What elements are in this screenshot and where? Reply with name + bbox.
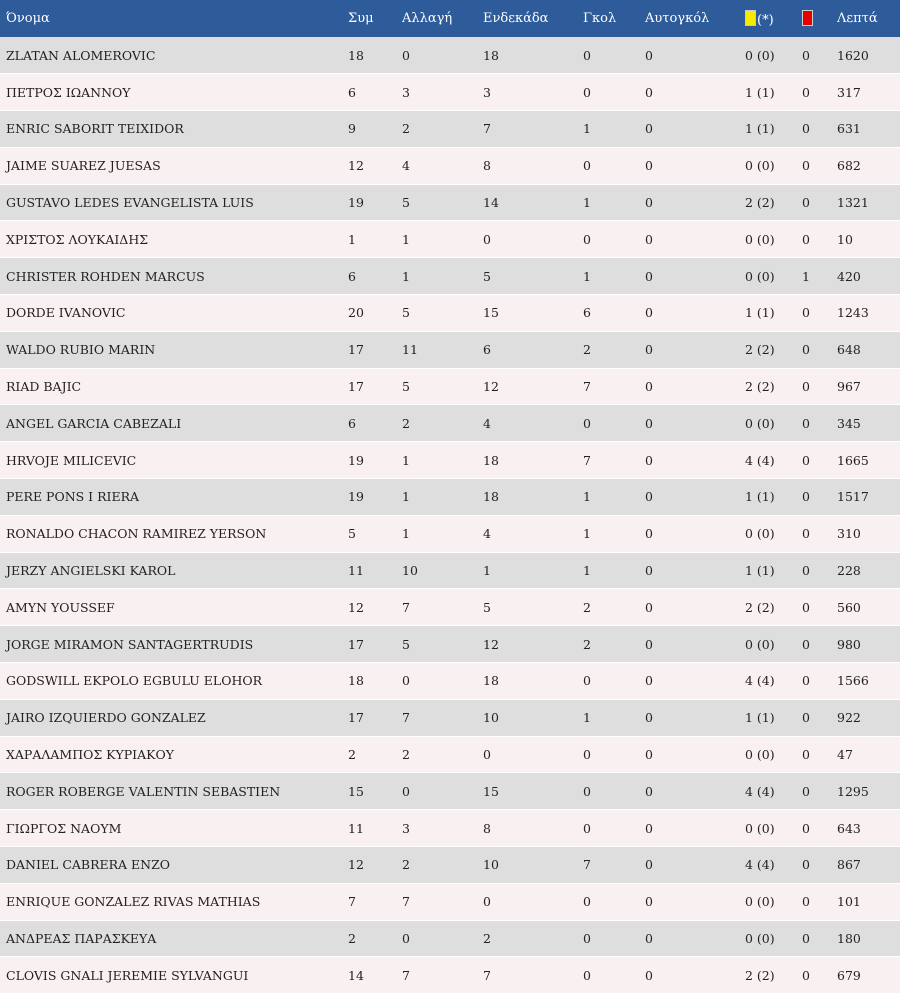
yellow-cards-cell: 1 (1) xyxy=(739,74,796,111)
player-name-cell[interactable]: ΧΡΙΣΤΟΣ ΛΟΥΚΑΙΔΗΣ xyxy=(0,221,342,258)
goals-cell: 0 xyxy=(577,74,639,111)
substitute-cell: 1 xyxy=(396,515,477,552)
table-row xyxy=(0,515,900,552)
appearances-cell: 6 xyxy=(342,405,396,442)
minutes-cell: 967 xyxy=(831,368,900,405)
appearances-cell: 5 xyxy=(342,515,396,552)
minutes-cell: 648 xyxy=(831,331,900,368)
table-row xyxy=(0,442,900,479)
player-name-cell[interactable]: JORGE MIRAMON SANTAGERTRUDIS xyxy=(0,626,342,663)
own-goals-cell: 0 xyxy=(639,184,739,221)
goals-cell: 1 xyxy=(577,111,639,148)
red-cards-cell: 0 xyxy=(796,663,831,700)
starting-cell: 0 xyxy=(477,221,577,258)
player-name-cell[interactable]: PERE PONS I RIERA xyxy=(0,479,342,516)
table-row xyxy=(0,184,900,221)
own-goals-cell: 0 xyxy=(639,736,739,773)
table-row xyxy=(0,405,900,442)
yellow-cards-cell: 2 (2) xyxy=(739,957,796,994)
substitute-cell: 5 xyxy=(396,626,477,663)
yellow-cards-cell: 1 (1) xyxy=(739,295,796,332)
goals-cell: 1 xyxy=(577,515,639,552)
substitute-cell: 1 xyxy=(396,442,477,479)
goals-cell: 0 xyxy=(577,957,639,994)
starting-cell: 7 xyxy=(477,957,577,994)
player-name-cell[interactable]: ROGER ROBERGE VALENTIN SEBASTIEN xyxy=(0,773,342,810)
goals-cell: 7 xyxy=(577,368,639,405)
starting-cell: 15 xyxy=(477,773,577,810)
yellow-cards-cell: 2 (2) xyxy=(739,331,796,368)
starting-cell: 4 xyxy=(477,405,577,442)
header-red-cards[interactable] xyxy=(796,0,831,37)
red-cards-cell: 0 xyxy=(796,184,831,221)
minutes-cell: 345 xyxy=(831,405,900,442)
appearances-cell: 2 xyxy=(342,736,396,773)
substitute-cell: 11 xyxy=(396,331,477,368)
table-header-row xyxy=(0,0,900,37)
substitute-cell: 0 xyxy=(396,773,477,810)
red-cards-cell: 0 xyxy=(796,773,831,810)
player-name-cell[interactable]: JERZY ANGIELSKI KAROL xyxy=(0,552,342,589)
starting-cell: 2 xyxy=(477,920,577,957)
yellow-cards-cell: 2 (2) xyxy=(739,184,796,221)
table-row xyxy=(0,663,900,700)
minutes-cell: 1566 xyxy=(831,663,900,700)
red-cards-cell: 0 xyxy=(796,552,831,589)
substitute-cell: 1 xyxy=(396,258,477,295)
yellow-cards-cell: 0 (0) xyxy=(739,221,796,258)
own-goals-cell: 0 xyxy=(639,295,739,332)
minutes-cell: 310 xyxy=(831,515,900,552)
goals-cell: 0 xyxy=(577,37,639,74)
yellow-cards-cell: 0 (0) xyxy=(739,736,796,773)
substitute-cell: 3 xyxy=(396,810,477,847)
red-cards-cell: 0 xyxy=(796,515,831,552)
own-goals-cell: 0 xyxy=(639,552,739,589)
appearances-cell: 12 xyxy=(342,847,396,884)
player-name-cell[interactable]: ENRIC SABORIT TEIXIDOR xyxy=(0,111,342,148)
own-goals-cell: 0 xyxy=(639,111,739,148)
table-row xyxy=(0,920,900,957)
goals-cell: 0 xyxy=(577,147,639,184)
appearances-cell: 11 xyxy=(342,810,396,847)
minutes-cell: 1321 xyxy=(831,184,900,221)
yellow-cards-cell: 0 (0) xyxy=(739,147,796,184)
player-name-cell[interactable]: DORDE IVANOVIC xyxy=(0,295,342,332)
substitute-cell: 7 xyxy=(396,699,477,736)
yellow-cards-cell: 0 (0) xyxy=(739,883,796,920)
table-row xyxy=(0,479,900,516)
table-row xyxy=(0,883,900,920)
minutes-cell: 679 xyxy=(831,957,900,994)
own-goals-cell: 0 xyxy=(639,479,739,516)
own-goals-cell: 0 xyxy=(639,442,739,479)
red-cards-cell: 0 xyxy=(796,37,831,74)
goals-cell: 0 xyxy=(577,810,639,847)
substitute-cell: 5 xyxy=(396,295,477,332)
red-cards-cell: 0 xyxy=(796,847,831,884)
minutes-cell: 867 xyxy=(831,847,900,884)
goals-cell: 0 xyxy=(577,773,639,810)
appearances-cell: 18 xyxy=(342,663,396,700)
yellow-cards-cell: 1 (1) xyxy=(739,479,796,516)
own-goals-cell: 0 xyxy=(639,699,739,736)
player-name-cell[interactable]: DANIEL CABRERA ENZO xyxy=(0,847,342,884)
red-cards-cell: 0 xyxy=(796,736,831,773)
player-name-cell[interactable]: GODSWILL EKPOLO EGBULU ELOHOR xyxy=(0,663,342,700)
yellow-cards-cell: 1 (1) xyxy=(739,552,796,589)
appearances-cell: 6 xyxy=(342,258,396,295)
yellow-cards-cell: 4 (4) xyxy=(739,663,796,700)
goals-cell: 1 xyxy=(577,258,639,295)
own-goals-cell: 0 xyxy=(639,368,739,405)
appearances-cell: 17 xyxy=(342,626,396,663)
header-appearances[interactable]: Συμ xyxy=(348,11,374,26)
minutes-cell: 228 xyxy=(831,552,900,589)
yellow-cards-cell: 2 (2) xyxy=(739,589,796,626)
substitute-cell: 0 xyxy=(396,663,477,700)
substitute-cell: 3 xyxy=(396,74,477,111)
yellow-cards-cell: 0 (0) xyxy=(739,258,796,295)
starting-cell: 8 xyxy=(477,147,577,184)
starting-cell: 0 xyxy=(477,883,577,920)
own-goals-cell: 0 xyxy=(639,626,739,663)
goals-cell: 2 xyxy=(577,331,639,368)
substitute-cell: 0 xyxy=(396,920,477,957)
red-cards-cell: 0 xyxy=(796,810,831,847)
substitute-cell: 10 xyxy=(396,552,477,589)
appearances-cell: 14 xyxy=(342,957,396,994)
substitute-cell: 2 xyxy=(396,736,477,773)
substitute-cell: 0 xyxy=(396,37,477,74)
own-goals-cell: 0 xyxy=(639,405,739,442)
starting-cell: 0 xyxy=(477,736,577,773)
starting-cell: 18 xyxy=(477,442,577,479)
table-row xyxy=(0,295,900,332)
goals-cell: 1 xyxy=(577,184,639,221)
minutes-cell: 643 xyxy=(831,810,900,847)
minutes-cell: 317 xyxy=(831,74,900,111)
own-goals-cell: 0 xyxy=(639,74,739,111)
goals-cell: 6 xyxy=(577,295,639,332)
yellow-cards-cell: 4 (4) xyxy=(739,847,796,884)
goals-cell: 2 xyxy=(577,589,639,626)
starting-cell: 3 xyxy=(477,74,577,111)
starting-cell: 4 xyxy=(477,515,577,552)
goals-cell: 0 xyxy=(577,221,639,258)
goals-cell: 1 xyxy=(577,552,639,589)
yellow-cards-cell: 2 (2) xyxy=(739,368,796,405)
appearances-cell: 19 xyxy=(342,479,396,516)
table-row xyxy=(0,736,900,773)
red-cards-cell: 0 xyxy=(796,221,831,258)
minutes-cell: 631 xyxy=(831,111,900,148)
starting-cell: 12 xyxy=(477,368,577,405)
yellow-cards-cell: 0 (0) xyxy=(739,37,796,74)
red-cards-cell: 0 xyxy=(796,295,831,332)
substitute-cell: 4 xyxy=(396,147,477,184)
player-name-cell[interactable]: ENRIQUE GONZALEZ RIVAS MATHIAS xyxy=(0,883,342,920)
header-starting[interactable]: Ενδεκάδα xyxy=(483,11,549,26)
yellow-cards-cell: 0 (0) xyxy=(739,405,796,442)
table-row xyxy=(0,552,900,589)
red-cards-cell: 0 xyxy=(796,442,831,479)
goals-cell: 0 xyxy=(577,736,639,773)
header-name[interactable]: Όνομα xyxy=(6,11,50,26)
yellow-cards-cell: 0 (0) xyxy=(739,810,796,847)
yellow-cards-cell: 4 (4) xyxy=(739,773,796,810)
player-name-cell[interactable]: RIAD BAJIC xyxy=(0,368,342,405)
substitute-cell: 7 xyxy=(396,957,477,994)
red-card-icon xyxy=(802,10,813,26)
substitute-cell: 1 xyxy=(396,221,477,258)
table-row xyxy=(0,221,900,258)
starting-cell: 5 xyxy=(477,589,577,626)
starting-cell: 6 xyxy=(477,331,577,368)
yellow-cards-cell: 0 (0) xyxy=(739,515,796,552)
own-goals-cell: 0 xyxy=(639,810,739,847)
starting-cell: 15 xyxy=(477,295,577,332)
starting-cell: 18 xyxy=(477,479,577,516)
player-name-cell[interactable]: ΠΕΤΡΟΣ ΙΩΑΝΝΟΥ xyxy=(0,74,342,111)
table-row xyxy=(0,626,900,663)
red-cards-cell: 0 xyxy=(796,920,831,957)
yellow-cards-cell: 1 (1) xyxy=(739,111,796,148)
substitute-cell: 2 xyxy=(396,847,477,884)
player-name-cell[interactable]: AMYN YOUSSEF xyxy=(0,589,342,626)
starting-cell: 10 xyxy=(477,699,577,736)
substitute-cell: 5 xyxy=(396,368,477,405)
player-name-cell[interactable]: ΓΙΩΡΓΟΣ ΝΑΟΥΜ xyxy=(0,810,342,847)
own-goals-cell: 0 xyxy=(639,883,739,920)
substitute-cell: 1 xyxy=(396,479,477,516)
goals-cell: 1 xyxy=(577,699,639,736)
red-cards-cell: 0 xyxy=(796,626,831,663)
appearances-cell: 19 xyxy=(342,442,396,479)
own-goals-cell: 0 xyxy=(639,847,739,884)
table-row xyxy=(0,810,900,847)
minutes-cell: 560 xyxy=(831,589,900,626)
substitute-cell: 5 xyxy=(396,184,477,221)
yellow-cards-cell: 0 (0) xyxy=(739,920,796,957)
minutes-cell: 180 xyxy=(831,920,900,957)
header-substitute[interactable]: Αλλαγή xyxy=(402,11,453,26)
table-body xyxy=(0,37,900,994)
table-row xyxy=(0,773,900,810)
goals-cell: 0 xyxy=(577,663,639,700)
goals-cell: 0 xyxy=(577,405,639,442)
player-name-cell[interactable]: GUSTAVO LEDES EVANGELISTA LUIS xyxy=(0,184,342,221)
header-own-goals[interactable]: Αυτογκόλ xyxy=(645,11,710,26)
header-yellow-cards[interactable] xyxy=(739,0,796,37)
table-row xyxy=(0,699,900,736)
own-goals-cell: 0 xyxy=(639,515,739,552)
appearances-cell: 17 xyxy=(342,368,396,405)
player-name-cell[interactable]: JAIME SUAREZ JUESAS xyxy=(0,147,342,184)
red-cards-cell: 0 xyxy=(796,405,831,442)
goals-cell: 2 xyxy=(577,626,639,663)
appearances-cell: 6 xyxy=(342,74,396,111)
minutes-cell: 922 xyxy=(831,699,900,736)
own-goals-cell: 0 xyxy=(639,37,739,74)
appearances-cell: 19 xyxy=(342,184,396,221)
own-goals-cell: 0 xyxy=(639,258,739,295)
starting-cell: 1 xyxy=(477,552,577,589)
player-name-cell[interactable]: HRVOJE MILICEVIC xyxy=(0,442,342,479)
table-row xyxy=(0,258,900,295)
appearances-cell: 18 xyxy=(342,37,396,74)
player-name-cell[interactable]: RONALDO CHACON RAMIREZ YERSON xyxy=(0,515,342,552)
player-name-cell[interactable]: JAIRO IZQUIERDO GONZALEZ xyxy=(0,699,342,736)
minutes-cell: 420 xyxy=(831,258,900,295)
minutes-cell: 1517 xyxy=(831,479,900,516)
minutes-cell: 1295 xyxy=(831,773,900,810)
header-goals[interactable]: Γκολ xyxy=(583,11,617,26)
minutes-cell: 10 xyxy=(831,221,900,258)
yellow-cards-cell: 0 (0) xyxy=(739,626,796,663)
yellow-cards-cell: 1 (1) xyxy=(739,699,796,736)
starting-cell: 12 xyxy=(477,626,577,663)
substitute-cell: 2 xyxy=(396,405,477,442)
goals-cell: 0 xyxy=(577,883,639,920)
starting-cell: 7 xyxy=(477,111,577,148)
red-cards-cell: 0 xyxy=(796,479,831,516)
table-row xyxy=(0,147,900,184)
player-name-cell[interactable]: ZLATAN ALOMEROVIC xyxy=(0,37,342,74)
appearances-cell: 11 xyxy=(342,552,396,589)
player-name-cell[interactable]: CLOVIS GNALI JEREMIE SYLVANGUI xyxy=(0,957,342,994)
red-cards-cell: 0 xyxy=(796,589,831,626)
red-cards-cell: 0 xyxy=(796,368,831,405)
minutes-cell: 980 xyxy=(831,626,900,663)
appearances-cell: 7 xyxy=(342,883,396,920)
starting-cell: 18 xyxy=(477,37,577,74)
starting-cell: 14 xyxy=(477,184,577,221)
red-cards-cell: 0 xyxy=(796,74,831,111)
table-row xyxy=(0,847,900,884)
goals-cell: 1 xyxy=(577,479,639,516)
appearances-cell: 20 xyxy=(342,295,396,332)
goals-cell: 0 xyxy=(577,920,639,957)
starting-cell: 10 xyxy=(477,847,577,884)
minutes-cell: 1243 xyxy=(831,295,900,332)
player-name-cell[interactable]: ΑΝΔΡΕΑΣ ΠΑΡΑΣΚΕΥΑ xyxy=(0,920,342,957)
minutes-cell: 101 xyxy=(831,883,900,920)
player-name-cell[interactable]: ΧΑΡΑΛΑΜΠΟΣ ΚΥΡΙΑΚΟΥ xyxy=(0,736,342,773)
own-goals-cell: 0 xyxy=(639,221,739,258)
red-cards-cell: 0 xyxy=(796,883,831,920)
red-cards-cell: 0 xyxy=(796,331,831,368)
appearances-cell: 17 xyxy=(342,699,396,736)
starting-cell: 8 xyxy=(477,810,577,847)
table-row xyxy=(0,331,900,368)
red-cards-cell: 0 xyxy=(796,147,831,184)
own-goals-cell: 0 xyxy=(639,663,739,700)
minutes-cell: 1620 xyxy=(831,37,900,74)
table-row xyxy=(0,37,900,74)
player-name-cell[interactable]: CHRISTER ROHDEN MARCUS xyxy=(0,258,342,295)
substitute-cell: 7 xyxy=(396,883,477,920)
own-goals-cell: 0 xyxy=(639,920,739,957)
goals-cell: 7 xyxy=(577,847,639,884)
minutes-cell: 1665 xyxy=(831,442,900,479)
table-row xyxy=(0,368,900,405)
starting-cell: 5 xyxy=(477,258,577,295)
red-cards-cell: 1 xyxy=(796,258,831,295)
header-yellow-suffix: (*) xyxy=(757,12,774,28)
appearances-cell: 9 xyxy=(342,111,396,148)
player-name-cell[interactable]: WALDO RUBIO MARIN xyxy=(0,331,342,368)
goals-cell: 7 xyxy=(577,442,639,479)
table-row xyxy=(0,111,900,148)
starting-cell: 18 xyxy=(477,663,577,700)
table-row xyxy=(0,957,900,994)
own-goals-cell: 0 xyxy=(639,147,739,184)
appearances-cell: 12 xyxy=(342,147,396,184)
own-goals-cell: 0 xyxy=(639,589,739,626)
minutes-cell: 47 xyxy=(831,736,900,773)
substitute-cell: 2 xyxy=(396,111,477,148)
minutes-cell: 682 xyxy=(831,147,900,184)
appearances-cell: 2 xyxy=(342,920,396,957)
red-cards-cell: 0 xyxy=(796,957,831,994)
appearances-cell: 17 xyxy=(342,331,396,368)
own-goals-cell: 0 xyxy=(639,957,739,994)
table-row xyxy=(0,74,900,111)
appearances-cell: 1 xyxy=(342,221,396,258)
substitute-cell: 7 xyxy=(396,589,477,626)
appearances-cell: 12 xyxy=(342,589,396,626)
header-minutes[interactable]: Λεπτά xyxy=(837,11,878,26)
red-cards-cell: 0 xyxy=(796,699,831,736)
player-name-cell[interactable]: ANGEL GARCIA CABEZALI xyxy=(0,405,342,442)
appearances-cell: 15 xyxy=(342,773,396,810)
yellow-card-icon xyxy=(745,10,756,26)
yellow-cards-cell: 4 (4) xyxy=(739,442,796,479)
red-cards-cell: 0 xyxy=(796,111,831,148)
own-goals-cell: 0 xyxy=(639,331,739,368)
own-goals-cell: 0 xyxy=(639,773,739,810)
table-row xyxy=(0,589,900,626)
